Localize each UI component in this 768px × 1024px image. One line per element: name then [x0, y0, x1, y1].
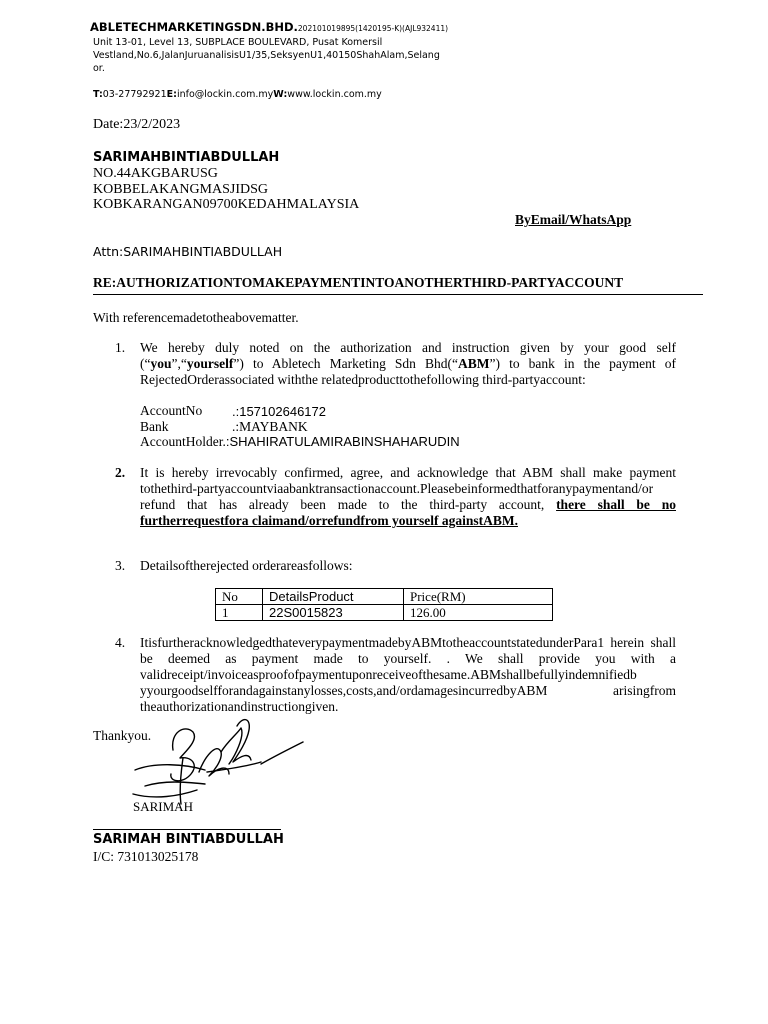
company-contact: T:03-27792921E:info@lockin.com.myW:www.lockin.com.my: [93, 89, 382, 100]
account-no-label: AccountNo: [140, 403, 203, 418]
table-header-price: Price(RM): [404, 589, 553, 605]
signatory-ic: I/C: 731013025178: [93, 849, 199, 864]
company-name: ABLETECHMARKETINGSDN.BHD.202101019895(1420195-K)(AJL932411): [90, 20, 449, 34]
recipient-name: SARIMAHBINTIABDULLAH: [93, 150, 280, 165]
para4-number: 4.: [115, 635, 126, 650]
bank-value: .:MAYBANK: [232, 419, 308, 434]
table-header-no: No: [216, 589, 263, 605]
signatory-name: SARIMAH BINTIABDULLAH: [93, 832, 284, 847]
para4-text: ItisfurtheracknowledgedthateverypaymentmadebyABMtotheaccountstatedunderPara1 herein shall be deemed as payment made to yourself. . We shall provide you with a validreceipt/invoiceasproofofpaymentuponreceiveofthesame.ABMshallbefullyindemnifiedb yyourgoodselfforandagainstanylosses,costs,and/ordamagesincurredbyABM arisingfrom theauthorizationandinstructiongiven.: [140, 635, 676, 714]
closing-line: Thankyou.: [93, 728, 152, 743]
company-address-line2: Vestland,No.6,JalanJuruanalisisU1/35,SeksyenU1,40150ShahAlam,Selang: [93, 50, 440, 61]
recipient-address-line3: KOBKARANGAN09700KEDAHMALAYSIA: [93, 197, 360, 212]
website-link[interactable]: www.lockin.com.my: [287, 89, 382, 100]
para3-text: Detailsoftherejected orderareasfollows:: [140, 558, 353, 573]
company-registration: 202101019895(1420195-K)(AJL932411): [297, 24, 449, 33]
subject-divider: [93, 294, 703, 295]
reference-line: With referencemadetotheabovematter.: [93, 310, 299, 325]
signature-name: SARIMAH: [133, 799, 193, 814]
rejected-order-table: [215, 588, 553, 621]
para2-number: 2.: [115, 465, 126, 480]
subject-line: RE:AUTHORIZATIONTOMAKEPAYMENTINTOANOTHERTHIRD-PARTYACCOUNT: [93, 275, 624, 290]
account-no-value: .:157102646172: [232, 404, 326, 419]
attention-line: Attn:SARIMAHBINTIABDULLAH: [93, 244, 283, 259]
account-holder-value: :SHAHIRATULAMIRABINSHAHARUDIN: [225, 434, 460, 449]
delivery-method: ByEmail/WhatsApp: [515, 212, 632, 227]
letter-date: Date:23/2/2023: [93, 117, 181, 132]
table-cell-details: 22S0015823: [263, 605, 404, 621]
account-holder: [140, 434, 460, 450]
recipient-address-line1: NO.44AKGBARUSG: [93, 166, 218, 181]
email-link[interactable]: info@lockin.com.my: [176, 89, 274, 100]
table-cell-no: 1: [216, 605, 263, 621]
account-holder-label: AccountHolder.: [140, 434, 226, 449]
company-address-line1: Unit 13-01, Level 13, SUBPLACE BOULEVARD, Pusat Komersil: [93, 37, 383, 48]
table-row: [216, 605, 553, 621]
para2-text: It is hereby irrevocably confirmed, agree, and acknowledge that ABM shall make payment tothethird-partyaccountviaabanktransactionaccount.Pleasebeinformedthatforanypaymentand/or refund that has already been made to the third-party account, there shall be no furtherrequestfora claimand/orrefundfrom yourself againstABM.: [140, 465, 676, 528]
bank-label: Bank: [140, 419, 169, 434]
signature-line: [93, 829, 281, 830]
table-cell-price: 126.00: [404, 605, 553, 621]
para3-number: 3.: [115, 558, 126, 573]
para1-text: We hereby duly noted on the authorization and instruction given by your good self (“you”,“yourself”) to Abletech Marketing Sdn Bhd(“ABM”) to bank in the payment of RejectedOrderassociated withthe relatedproducttothefollowing third-partyaccount:: [140, 340, 676, 387]
company-address-line3: or.: [93, 63, 105, 74]
table-header-row: [216, 589, 553, 605]
table-header-details: DetailsProduct: [263, 589, 404, 605]
recipient-address-line2: KOBBELAKANGMASJIDSG: [93, 182, 269, 197]
para1-number: 1.: [115, 340, 126, 355]
